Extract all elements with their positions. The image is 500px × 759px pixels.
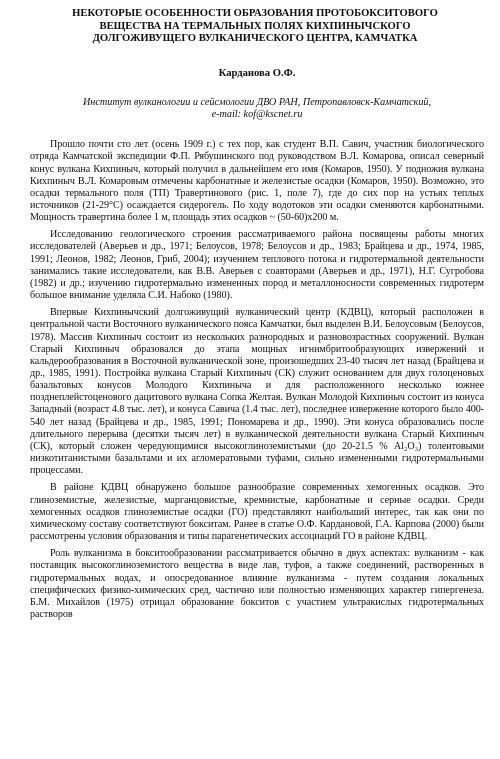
title-line: ВЕЩЕСТВА НА ТЕРМАЛЬНЫХ ПОЛЯХ КИХПИНЫЧСКОГО (99, 20, 411, 32)
title-line: ДОЛГОЖИВУЩЕГО ВУЛКАНИЧЕСКОГО ЦЕНТРА, КАМЧАТКА (92, 33, 418, 45)
title-line: НЕКОТОРЫЕ ОСОБЕННОСТИ ОБРАЗОВАНИЯ ПРОТОБОКСИТОВОГО (72, 8, 438, 19)
author-name: Карданова О.Ф. (218, 67, 296, 79)
paper-body (30, 139, 484, 621)
paragraph: Прошло почти сто лет (осень 1909 г.) с тех пор, как студент В.П. Савич, участник биологического отряда Камчатской экспедиции Ф.П. Рябушинского под руководством В.Л. Комарова, описал северный конус вулкана Кихпиныч, который получил в дальнейшем его имя (Комаров, 1950). У подножия вулкана Кихпиныч В.Л. Комаровым отмечены карбонатные и железистые осадки (Комаров, 1950). Возможно, это осадки термального поля (ТП) Травертинового (рис. 1, поле 7), где до сих пор на устьях теплых источников (21-29°С) осаждается сидерогель. По ходу водотоков эти осадки сменяются карбонатными. Мощность травертина более 1 м, площадь этих осадков ~ (50-60)x200 м. (30, 139, 484, 224)
paper-title (30, 8, 480, 46)
affiliation (30, 97, 484, 121)
paragraph: В районе КДВЦ обнаружено большое разнообразие современных хемогенных осадков. Это глиноземистые, железистые, марганцовистые, кремнистые, карбонатные и серные осадки. Среди хемогенных осадков глиноземистые осадки (ГО) представляют наибольший интерес, так как они по химическому составу соответствуют бокситам. Ранее в статье О.Ф. Кардановой, Г.А. Карпова (2000) были рассмотрены условия образования и типы парагенетических ассоциаций ГО в районе КДВЦ. (30, 482, 484, 543)
paragraph: Впервые Кихпинычский долгоживущий вулканический центр (КДВЦ), который расположен в центральной части Восточного вулканического пояса Камчатки, был выделен В.И. Белоусовым (Белоусов, 1978). Массив Кихпиныч состоит из нескольких разнородных и разновозрастных сооружений. Вулкан Старый Кихпиныч образовался до этапа мощных игнимбритообразующих извержений и кальдерообразования в Восточной вулканической зоне, произошедших 23-40 тысяч лет назад (Брайцева и др., 1985, 1991). Постройка вулкана Старый Кихпиныч (СК) служит основанием для двух голоценовых базальтовых конусов Молодого Кихпиныча и для расположенного несколько южнее позднеплейстоценового дацитового вулкана Сопка Желтая. Вулкан Молодой Кихпиныч состоит из конуса Западный (возраст 4.8 тыс. лет), и конуса Савича (1.4 тыс. лет), последнее извержение которого было 400-540 лет назад (Брайцева и др., 1985, 1991; Пономарева и др., 1990). Эти конуса образовались после длительного перерыва (десятки тысяч лет) в вулканической деятельности вулкана Старый Кихпиныч (СК), который сложен чередующимися высокоглиноземистыми (до 20-21.5 % Al₂O₃) толеитовыми низкотитанистыми базальтами и их агломератовыми туфами, сильно измененными гидротермальными процессами. (30, 307, 484, 477)
paragraph: Исследованию геологического строения рассматриваемого района посвящены работы многих исследователей (Аверьев и др., 1971; Белоусов, 1978; Белоусов и др., 1983; Брайцева и др., 1974, 1985, 1991; Леонов, 1982; Леонов, Гриб, 2004); изучением теплового потока и гидротермальной деятельности занимались такие исследователи, как В.В. Аверьев с соавторами (Аверьев и др., 1971), Н.Г. Сугробова (1982) и др.; изучению гидротермально измененных пород и металлоносности современных гидротерм большое внимание уделяла С.И. Набоко (1980). (30, 229, 484, 302)
paragraph: Роль вулканизма в бокситообразовании рассматривается обычно в двух аспектах: вулканизм - как поставщик высокоглиноземистого вещества в виде лав, туфов, а также соединений, растворенных в гидротермальных водах, и опосредованное влияние вулканизма - путем создания локальных специфических физико-химических сред, частично или полностью изменяющих характер гипергенеза. Б.М. Михайлов (1975) отрицал образование бокситов с участием ультракислых гидротермальных растворов (30, 548, 484, 620)
affiliation-email: e-mail: kof@kscnet.ru (211, 108, 303, 120)
affiliation-line: Институт вулканологии и сейсмологии ДВО РАН, Петропавловск-Камчатский, (82, 96, 432, 108)
